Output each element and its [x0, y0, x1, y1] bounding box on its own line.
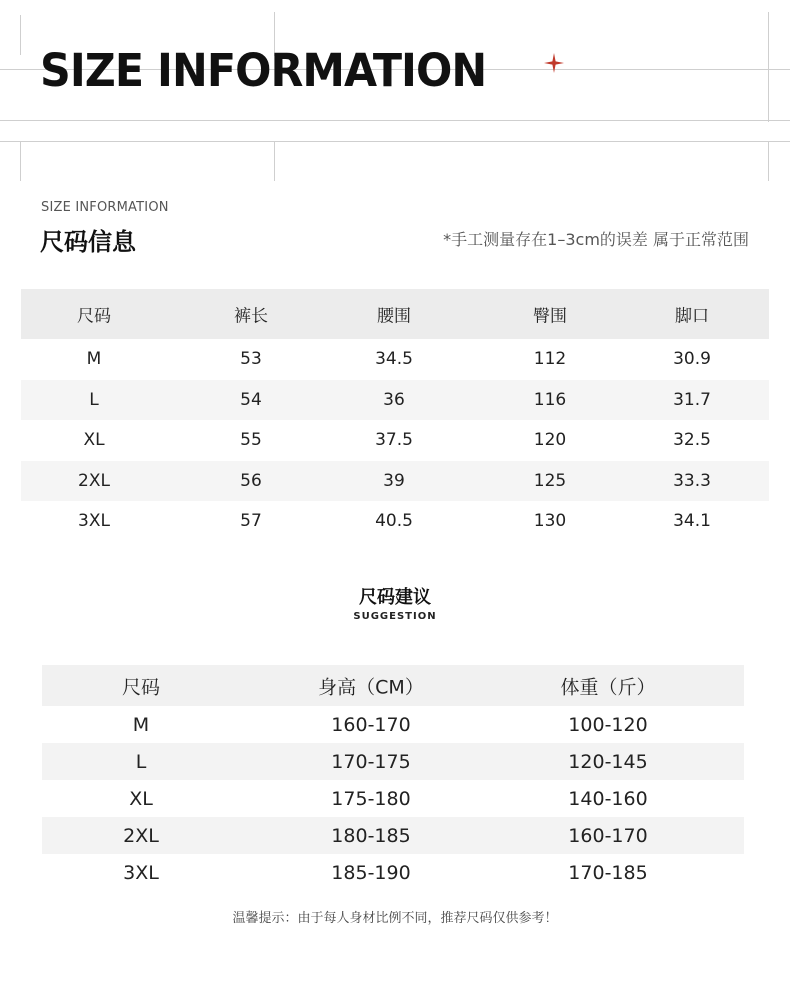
table-cell: 32.5 [673, 430, 711, 451]
table-cell: 112 [533, 349, 567, 370]
table-cell: 125 [533, 470, 567, 491]
table-row [21, 380, 769, 421]
table-cell: 31.7 [673, 389, 711, 410]
table-cell: 56 [240, 470, 262, 491]
table-cell: 39 [383, 470, 405, 491]
grid-line [20, 141, 21, 181]
table-cell: 34.5 [375, 349, 413, 370]
table-cell: 3XL [123, 861, 159, 884]
table-row [21, 339, 769, 380]
table-cell: 185-190 [331, 861, 411, 884]
table-cell: 57 [240, 511, 262, 532]
table-cell: M [132, 713, 150, 736]
grid-line [0, 120, 790, 121]
table-cell: L [135, 750, 147, 773]
table-cell: 160-170 [331, 713, 411, 736]
table-cell: 116 [533, 389, 567, 410]
table-cell: 130 [533, 511, 567, 532]
table-cell: XL [129, 787, 153, 810]
table-cell: 140-160 [568, 787, 648, 810]
table-row [21, 420, 769, 461]
table-cell: 170-185 [568, 861, 648, 884]
table-cell: 37.5 [375, 430, 413, 451]
table-cell: L [89, 389, 99, 410]
grid-line [768, 141, 769, 181]
suggestion-subtitle: SUGGESTION [353, 611, 437, 622]
table-header [21, 289, 769, 339]
size-table [21, 289, 769, 542]
table-row [42, 706, 744, 743]
table-cell: 3XL [78, 511, 110, 532]
header-cell: 体重（斤） [560, 676, 656, 698]
grid-line [20, 15, 21, 55]
table-cell: 40.5 [375, 511, 413, 532]
measurement-note: *手工测量存在1–3cm的误差 属于正常范围 [443, 230, 749, 249]
suggestion-table [42, 665, 744, 891]
grid-line [0, 141, 790, 142]
table-cell: 55 [240, 430, 262, 451]
table-cell: 120 [533, 430, 567, 451]
table-row [42, 854, 744, 891]
grid-line [274, 141, 275, 181]
table-cell: 175-180 [331, 787, 411, 810]
table-cell: 2XL [78, 470, 110, 491]
table-row [42, 817, 744, 854]
table-cell: 170-175 [331, 750, 411, 773]
header-cell: 脚口 [675, 306, 709, 327]
header-cell: 腰围 [377, 306, 411, 327]
table-cell: 180-185 [331, 824, 411, 847]
table-cell: XL [83, 430, 105, 451]
grid-line [768, 12, 769, 122]
table-cell: 160-170 [568, 824, 648, 847]
header-cell: 尺码 [77, 306, 111, 327]
table-cell: 30.9 [673, 349, 711, 370]
sparkle-icon [544, 53, 564, 73]
table-cell: 34.1 [673, 511, 711, 532]
table-cell: 33.3 [673, 470, 711, 491]
table-cell: 54 [240, 389, 262, 410]
banner-title: SIZE INFORMATION [40, 44, 487, 97]
suggestion-title: 尺码建议 [359, 587, 431, 608]
header-cell: 臀围 [533, 306, 567, 327]
table-row [42, 743, 744, 780]
table-cell: 2XL [123, 824, 159, 847]
table-header [42, 665, 744, 706]
table-cell: 100-120 [568, 713, 648, 736]
table-cell: 120-145 [568, 750, 648, 773]
table-cell: M [86, 349, 102, 370]
tip-text: 温馨提示：由于每人身材比例不同，推荐尺码仅供参考！ [232, 911, 558, 926]
section-subtitle-en: SIZE INFORMATION [41, 200, 169, 215]
header-cell: 身高（CM） [318, 676, 424, 698]
section-title: 尺码信息 [40, 228, 136, 256]
header-cell: 尺码 [121, 676, 161, 698]
header-banner [0, 0, 790, 185]
table-row [21, 461, 769, 502]
table-cell: 53 [240, 349, 262, 370]
table-cell: 36 [383, 389, 405, 410]
header-cell: 裤长 [234, 306, 268, 327]
table-row [42, 780, 744, 817]
table-row [21, 501, 769, 542]
